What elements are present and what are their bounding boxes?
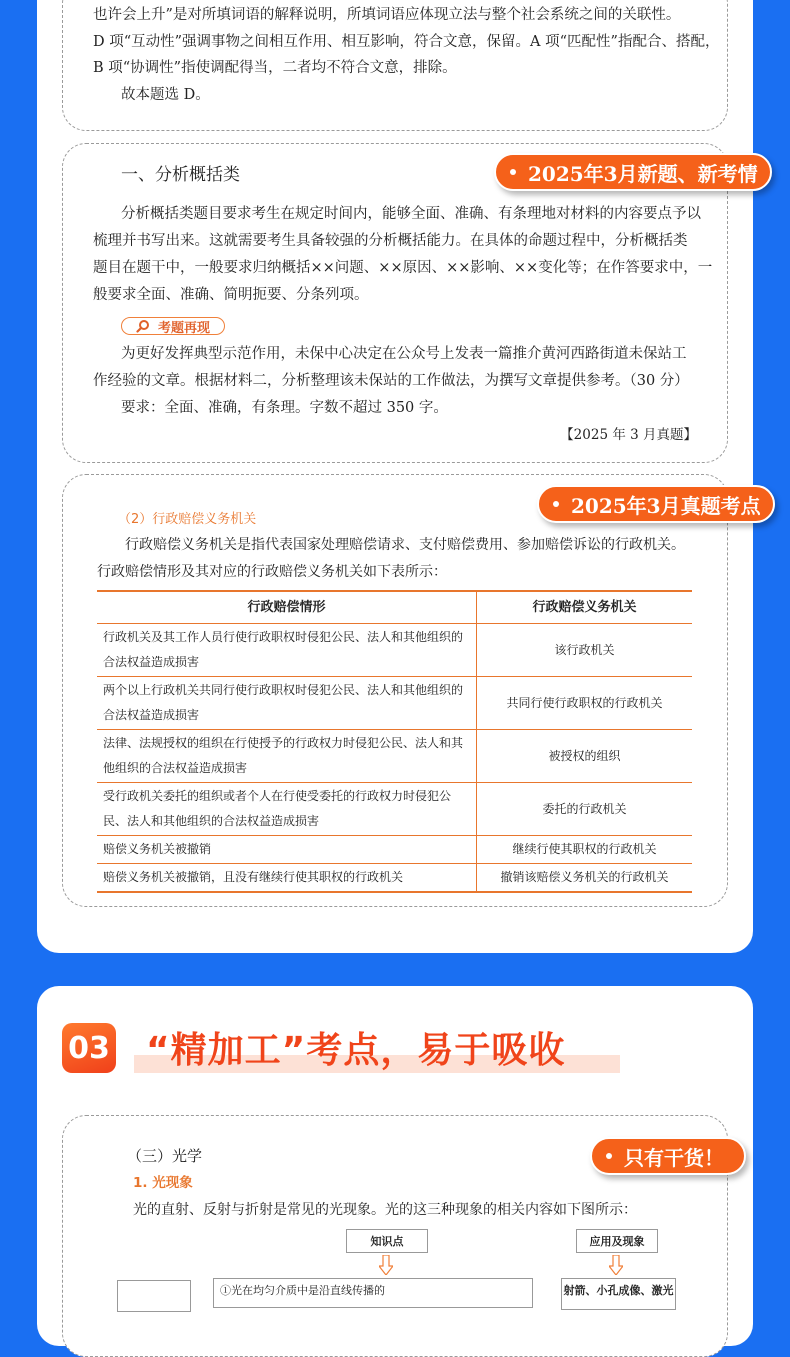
dry-goods-badge bbox=[590, 1137, 746, 1175]
optics-subitem: 1. 光现象 bbox=[133, 1175, 193, 1191]
new-exam-badge bbox=[494, 153, 772, 191]
badge-label: 只有干货！ bbox=[624, 1145, 724, 1170]
situation-cell: 行政机关及其工作人员行使行政职权时侵犯公民、法人和其他组织的合法权益造成损害 bbox=[97, 624, 477, 677]
diagram-category-box bbox=[117, 1280, 191, 1312]
table-row bbox=[97, 677, 692, 730]
intro-line: 行政赔偿义务机关是指代表国家处理赔偿请求、支付赔偿费用、参加赔偿诉讼的行政机关。 bbox=[125, 537, 685, 553]
table-row bbox=[97, 864, 692, 893]
situation-cell: 两个以上行政机关共同行使行政职权时侵犯公民、法人和其他组织的合法权益造成损害 bbox=[97, 677, 477, 730]
compensation-table bbox=[97, 590, 692, 893]
down-arrow-icon bbox=[609, 1255, 623, 1275]
table-row bbox=[97, 624, 692, 677]
authority-cell: 被授权的组织 bbox=[477, 730, 693, 783]
bullet-dot bbox=[553, 501, 559, 507]
question-line: 为更好发挥典型示范作用，未保中心决定在公众号上发表一篇推介黄河西路街道未保站工 bbox=[121, 346, 687, 362]
answer-line: D 项“互动性”强调事物之间相互作用、相互影响，符合文意，保留。A 项“匹配性”指配合、搭配， bbox=[93, 34, 720, 50]
badge-label: 2025年3月真题考点 bbox=[571, 493, 761, 518]
diagram-knowledge-header: 知识点 bbox=[346, 1229, 428, 1253]
diagram-app-box bbox=[561, 1278, 676, 1310]
diagram-row-box bbox=[213, 1278, 533, 1308]
exam-point-badge bbox=[537, 485, 775, 523]
diagram-app-text: 射箭、小孔成像、激光 bbox=[563, 1284, 674, 1297]
optics-title: （三）光学 bbox=[127, 1147, 203, 1165]
bullet-dot bbox=[510, 169, 516, 175]
answer-conclusion: 故本题选 D。 bbox=[121, 87, 210, 103]
section-number: 03 bbox=[62, 1023, 116, 1073]
table-header: 行政赔偿情形 bbox=[97, 591, 477, 624]
authority-cell: 该行政机关 bbox=[477, 624, 693, 677]
section-paragraph-line: 梳理并书写出来。这就需要考生具备较强的分析概括能力。在具体的命题过程中，分析概括类 bbox=[93, 233, 688, 249]
section-paragraph-line: 般要求全面、准确、简明扼要、分条列项。 bbox=[93, 287, 369, 303]
feature-heading: “精加工”考点，易于吸收 bbox=[146, 1030, 566, 1071]
answer-line: 也许会上升”是对所填词语的解释说明，所填词语应体现立法与整个社会系统之间的关联性。 bbox=[93, 7, 681, 23]
question-requirement: 要求：全面、准确，有条理。字数不超过 350 字。 bbox=[121, 400, 448, 416]
subsection-title: （2）行政赔偿义务机关 bbox=[118, 512, 257, 527]
table-row bbox=[97, 836, 692, 864]
authority-cell: 继续行使其职权的行政机关 bbox=[477, 836, 693, 864]
situation-cell: 赔偿义务机关被撤销，且没有继续行使其职权的行政机关 bbox=[97, 864, 477, 893]
search-icon bbox=[136, 319, 150, 333]
table-row bbox=[97, 783, 692, 836]
bullet-dot bbox=[606, 1153, 612, 1159]
diagram-row-text: ①光在均匀介质中是沿直线传播的 bbox=[220, 1284, 385, 1297]
situation-cell: 法律、法规授权的组织在行使授予的行政权力时侵犯公民、法人和其他组织的合法权益造成损害 bbox=[97, 730, 477, 783]
badge-label: 2025年3月新题、新考情 bbox=[528, 161, 758, 186]
answer-line: B 项“协调性”指使调配得当，二者均不符合文意，排除。 bbox=[93, 60, 457, 76]
diagram-application-header: 应用及现象 bbox=[576, 1229, 658, 1253]
table-header: 行政赔偿义务机关 bbox=[477, 591, 693, 624]
situation-cell: 受行政机关委托的组织或者个人在行使受委托的行政权力时侵犯公民、法人和其他组织的合法权益造成损害 bbox=[97, 783, 477, 836]
section-title: 一、分析概括类 bbox=[121, 165, 240, 185]
section-paragraph-line: 分析概括类题目要求考生在规定时间内，能够全面、准确、有条理地对材料的内容要点予以 bbox=[121, 206, 701, 222]
optics-intro: 光的直射、反射与折射是常见的光现象。光的这三种现象的相关内容如下图所示： bbox=[133, 1202, 637, 1218]
situation-cell: 赔偿义务机关被撤销 bbox=[97, 836, 477, 864]
section-paragraph-line: 题目在题干中，一般要求归纳概括××问题、××原因、××影响、××变化等；在作答要求中，一 bbox=[93, 260, 713, 276]
authority-cell: 撤销该赔偿义务机关的行政机关 bbox=[477, 864, 693, 893]
question-source: 【2025 年 3 月真题】 bbox=[560, 427, 697, 443]
intro-line: 行政赔偿情形及其对应的行政赔偿义务机关如下表所示： bbox=[97, 564, 447, 580]
exam-tag bbox=[121, 317, 225, 335]
table-row bbox=[97, 730, 692, 783]
question-line: 作经验的文章。根据材料二，分析整理该未保站的工作做法，为撰写文章提供参考。（30 分） bbox=[93, 373, 689, 389]
authority-cell: 共同行使行政职权的行政机关 bbox=[477, 677, 693, 730]
down-arrow-icon bbox=[379, 1255, 393, 1275]
exam-tag-label: 考题再现 bbox=[157, 320, 210, 336]
authority-cell: 委托的行政机关 bbox=[477, 783, 693, 836]
